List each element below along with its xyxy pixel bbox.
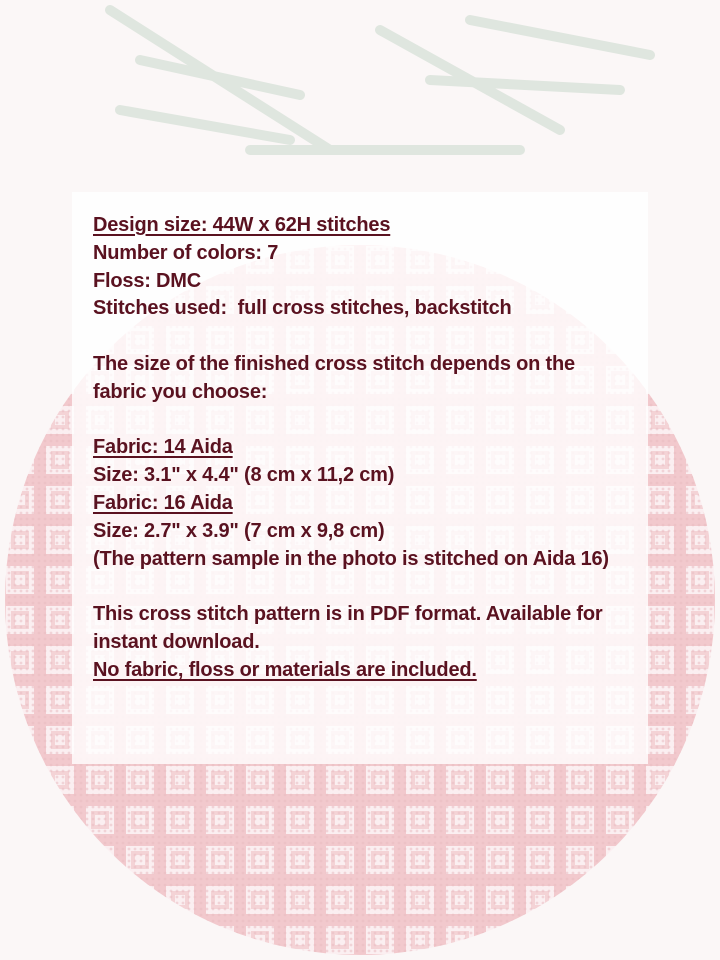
size-14-aida: Size: 3.1" x 4.4" (8 cm x 11,2 cm) [93,464,395,487]
stitches-used: Stitches used: full cross stitches, backstitch [93,297,512,320]
sample-note: (The pattern sample in the photo is stitched on Aida 16) [93,547,609,570]
number-of-colors: Number of colors: 7 [93,241,279,264]
no-materials-note: No fabric, floss or materials are included. [93,658,477,681]
pattern-description [93,212,653,685]
fabric-16-aida: Fabric: 16 Aida [93,491,233,514]
size-16-aida: Size: 2.7" x 3.9" (7 cm x 9,8 cm) [93,519,385,542]
design-size: Design size: 44W x 62H stitches [93,214,391,236]
size-intro: The size of the finished cross stitch depends on the fabric you choose: [93,352,575,403]
pine-branch-icon [110,10,650,150]
floss-type: Floss: DMC [93,269,202,292]
pdf-format-note: This cross stitch pattern is in PDF format. Available for instant download. [93,603,603,653]
fabric-14-aida: Fabric: 14 Aida [93,436,233,459]
